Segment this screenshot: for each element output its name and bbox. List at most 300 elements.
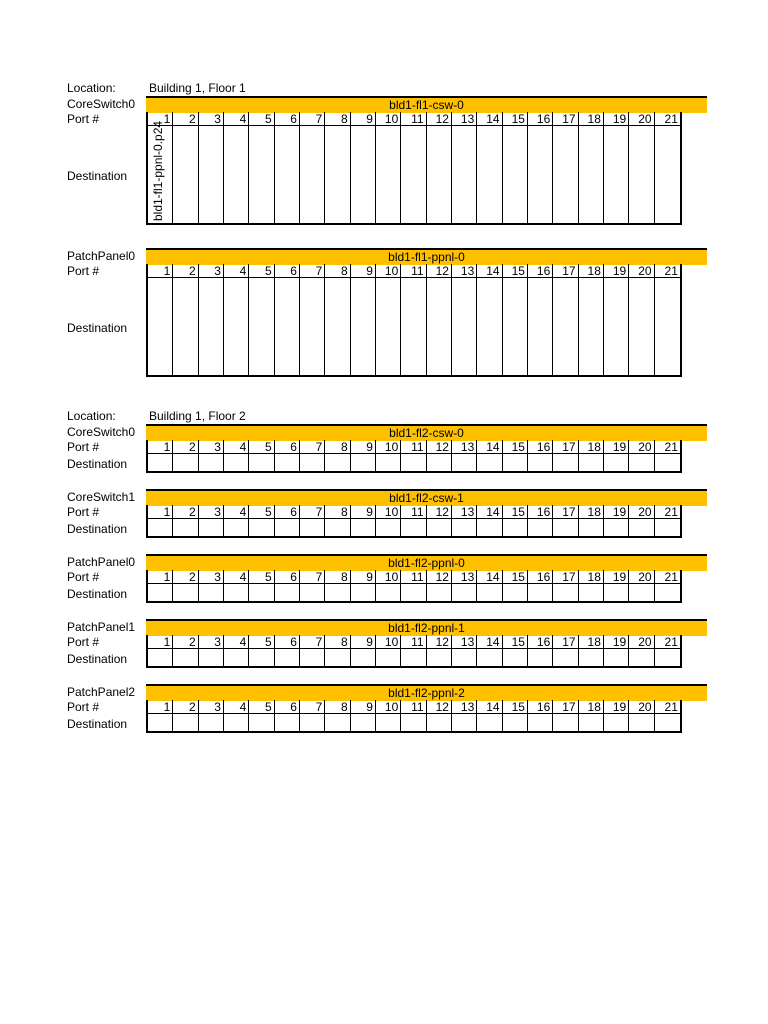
- port-number-cell: 8: [325, 700, 350, 714]
- destination-cell[interactable]: [452, 584, 477, 601]
- destination-cell[interactable]: [300, 649, 325, 666]
- destination-cell[interactable]: [249, 454, 274, 471]
- port-grid: [146, 505, 682, 538]
- port-number-cell: 1: [148, 700, 173, 714]
- port-number-cell: 11: [401, 440, 426, 454]
- destination-cell[interactable]: [325, 519, 350, 536]
- destination-cell[interactable]: [325, 454, 350, 471]
- destination-cell[interactable]: [553, 519, 578, 536]
- destination-cell[interactable]: [503, 714, 528, 731]
- destination-cell[interactable]: [275, 519, 300, 536]
- port-number-cell: 14: [477, 635, 502, 649]
- port-number-cell: 12: [427, 570, 452, 584]
- device-name-header[interactable]: bld1-fl2-csw-1: [146, 489, 707, 506]
- port-number-cell: 3: [199, 635, 224, 649]
- destination-cell[interactable]: [199, 649, 224, 666]
- port-number-cell: 5: [249, 700, 274, 714]
- port-number-cell: 3: [199, 112, 224, 126]
- port-number-cell: 11: [401, 700, 426, 714]
- port-number-cell: 1: [148, 505, 173, 519]
- destination-cell[interactable]: [148, 278, 173, 375]
- destination-cell[interactable]: [655, 519, 680, 536]
- destination-cell[interactable]: [148, 714, 173, 731]
- port-number-cell: 5: [249, 635, 274, 649]
- destination-cell[interactable]: [249, 519, 274, 536]
- destination-cell[interactable]: [579, 714, 604, 731]
- port-number-cell: 21: [655, 112, 680, 126]
- destination-cell[interactable]: [249, 584, 274, 601]
- destination-cell[interactable]: [401, 454, 426, 471]
- destination-cell[interactable]: [629, 454, 654, 471]
- destination-cell[interactable]: [199, 126, 224, 223]
- destination-cell[interactable]: [173, 278, 198, 375]
- destination-row: [148, 278, 680, 375]
- destination-cell[interactable]: [199, 519, 224, 536]
- port-row-label: Port #: [67, 440, 100, 454]
- port-number-cell: 17: [553, 440, 578, 454]
- destination-cell[interactable]: [503, 649, 528, 666]
- port-number-cell: 6: [275, 112, 300, 126]
- destination-cell[interactable]: [528, 519, 553, 536]
- destination-cell[interactable]: [249, 278, 274, 375]
- destination-cell[interactable]: [401, 519, 426, 536]
- port-number-cell: 13: [452, 440, 477, 454]
- destination-cell[interactable]: [224, 278, 249, 375]
- destination-cell[interactable]: [655, 278, 680, 375]
- port-number-cell: 20: [629, 264, 654, 278]
- port-number-cell: 10: [376, 505, 401, 519]
- port-number-cell: 5: [249, 570, 274, 584]
- destination-cell[interactable]: [553, 454, 578, 471]
- port-number-cell: 11: [401, 635, 426, 649]
- port-number-cell: 16: [528, 112, 553, 126]
- destination-cell[interactable]: [401, 584, 426, 601]
- destination-cell[interactable]: [376, 584, 401, 601]
- destination-cell[interactable]: [351, 278, 376, 375]
- destination-cell[interactable]: [275, 649, 300, 666]
- location-label: Location:: [67, 81, 116, 95]
- port-number-cell: 8: [325, 440, 350, 454]
- port-number-cell: 21: [655, 505, 680, 519]
- destination-cell[interactable]: [629, 126, 654, 223]
- port-number-cell: 7: [300, 264, 325, 278]
- port-number-cell: 18: [579, 112, 604, 126]
- destination-cell[interactable]: [452, 278, 477, 375]
- port-number-row: [148, 635, 680, 649]
- destination-cell[interactable]: [604, 278, 629, 375]
- port-number-cell: 14: [477, 570, 502, 584]
- destination-cell[interactable]: [351, 454, 376, 471]
- destination-cell[interactable]: [503, 584, 528, 601]
- destination-cell[interactable]: [300, 584, 325, 601]
- destination-row-label: Destination: [67, 457, 128, 471]
- destination-cell[interactable]: [275, 454, 300, 471]
- port-number-row: [148, 570, 680, 584]
- destination-cell[interactable]: [427, 278, 452, 375]
- destination-cell[interactable]: [579, 126, 604, 223]
- destination-cell[interactable]: [579, 584, 604, 601]
- port-number-cell: 3: [199, 440, 224, 454]
- destination-cell[interactable]: [173, 714, 198, 731]
- destination-cell[interactable]: [452, 649, 477, 666]
- port-number-cell: 21: [655, 635, 680, 649]
- port-number-cell: 9: [351, 112, 376, 126]
- port-number-cell: 20: [629, 505, 654, 519]
- port-number-cell: 10: [376, 635, 401, 649]
- port-number-cell: 11: [401, 570, 426, 584]
- destination-cell[interactable]: [579, 278, 604, 375]
- destination-cell[interactable]: [553, 649, 578, 666]
- device-name-header[interactable]: bld1-fl1-csw-0: [146, 96, 707, 113]
- port-number-cell: 14: [477, 700, 502, 714]
- destination-cell[interactable]: [655, 126, 680, 223]
- destination-cell[interactable]: [275, 714, 300, 731]
- device-name-header[interactable]: bld1-fl2-ppnl-1: [146, 619, 707, 636]
- port-number-cell: 21: [655, 440, 680, 454]
- device-name-header[interactable]: bld1-fl2-ppnl-0: [146, 554, 707, 571]
- destination-cell[interactable]: [629, 519, 654, 536]
- destination-cell[interactable]: [199, 714, 224, 731]
- port-number-cell: 17: [553, 570, 578, 584]
- port-number-row: [148, 505, 680, 519]
- port-number-cell: 18: [579, 700, 604, 714]
- destination-cell[interactable]: [528, 714, 553, 731]
- port-number-cell: 8: [325, 570, 350, 584]
- destination-cell[interactable]: [351, 584, 376, 601]
- destination-cell[interactable]: [427, 714, 452, 731]
- destination-cell[interactable]: [604, 649, 629, 666]
- destination-cell[interactable]: [477, 126, 502, 223]
- device-name-header[interactable]: bld1-fl2-ppnl-2: [146, 684, 707, 701]
- destination-cell[interactable]: [275, 278, 300, 375]
- destination-cell[interactable]: [553, 126, 578, 223]
- destination-cell[interactable]: [528, 126, 553, 223]
- port-number-cell: 8: [325, 112, 350, 126]
- destination-cell[interactable]: [528, 278, 553, 375]
- destination-cell[interactable]: [224, 126, 249, 223]
- destination-cell[interactable]: [325, 714, 350, 731]
- port-number-cell: 17: [553, 264, 578, 278]
- destination-cell[interactable]: [173, 519, 198, 536]
- port-number-cell: 1: [148, 264, 173, 278]
- destination-cell[interactable]: [148, 519, 173, 536]
- port-number-cell: 4: [224, 635, 249, 649]
- port-number-cell: 7: [300, 505, 325, 519]
- destination-cell[interactable]: [477, 714, 502, 731]
- destination-cell[interactable]: [325, 584, 350, 601]
- destination-cell[interactable]: [173, 584, 198, 601]
- destination-cell[interactable]: [655, 714, 680, 731]
- destination-cell[interactable]: [427, 519, 452, 536]
- destination-cell[interactable]: [579, 454, 604, 471]
- port-number-cell: 15: [503, 700, 528, 714]
- port-number-cell: 12: [427, 112, 452, 126]
- port-number-cell: 2: [173, 112, 198, 126]
- location-value: Building 1, Floor 1: [149, 81, 246, 95]
- port-number-cell: 16: [528, 440, 553, 454]
- destination-cell[interactable]: [351, 126, 376, 223]
- port-number-cell: 9: [351, 700, 376, 714]
- destination-cell[interactable]: [199, 454, 224, 471]
- destination-cell[interactable]: [528, 584, 553, 601]
- port-number-cell: 14: [477, 440, 502, 454]
- device-label: PatchPanel0: [67, 555, 136, 569]
- port-number-cell: 6: [275, 264, 300, 278]
- destination-cell[interactable]: [528, 454, 553, 471]
- port-number-cell: 16: [528, 570, 553, 584]
- port-number-cell: 19: [604, 264, 629, 278]
- destination-cell[interactable]: [655, 649, 680, 666]
- destination-cell[interactable]: [148, 454, 173, 471]
- port-grid: [146, 440, 682, 473]
- port-number-cell: 9: [351, 264, 376, 278]
- destination-cell[interactable]: [376, 454, 401, 471]
- destination-cell[interactable]: [503, 519, 528, 536]
- port-number-cell: 5: [249, 112, 274, 126]
- port-number-cell: 8: [325, 264, 350, 278]
- destination-cell[interactable]: [199, 584, 224, 601]
- port-number-cell: 19: [604, 635, 629, 649]
- port-number-cell: 13: [452, 635, 477, 649]
- destination-cell[interactable]: [427, 454, 452, 471]
- port-number-cell: 16: [528, 264, 553, 278]
- destination-cell[interactable]: [401, 278, 426, 375]
- port-number-row: [148, 440, 680, 454]
- port-number-cell: 13: [452, 264, 477, 278]
- destination-row: [148, 649, 680, 666]
- location-label: Location:: [67, 409, 116, 423]
- port-number-cell: 11: [401, 264, 426, 278]
- destination-cell[interactable]: [249, 126, 274, 223]
- port-number-cell: 12: [427, 440, 452, 454]
- port-number-cell: 4: [224, 112, 249, 126]
- port-number-cell: 9: [351, 440, 376, 454]
- port-number-cell: 12: [427, 700, 452, 714]
- destination-row-label: Destination: [67, 320, 128, 335]
- port-number-cell: 4: [224, 440, 249, 454]
- destination-cell[interactable]: [351, 649, 376, 666]
- port-number-cell: 18: [579, 264, 604, 278]
- destination-cell[interactable]: [351, 714, 376, 731]
- destination-cell[interactable]: [224, 649, 249, 666]
- port-number-cell: 6: [275, 440, 300, 454]
- port-grid: [146, 570, 682, 603]
- destination-cell[interactable]: [629, 278, 654, 375]
- destination-cell[interactable]: [173, 454, 198, 471]
- destination-cell[interactable]: [629, 584, 654, 601]
- destination-cell[interactable]: [376, 519, 401, 536]
- destination-cell[interactable]: [376, 126, 401, 223]
- port-number-cell: 2: [173, 635, 198, 649]
- port-number-cell: 10: [376, 264, 401, 278]
- port-number-cell: 11: [401, 505, 426, 519]
- device-label: CoreSwitch1: [67, 490, 136, 504]
- destination-cell[interactable]: [579, 649, 604, 666]
- port-grid: [146, 635, 682, 668]
- device-name-header[interactable]: bld1-fl1-ppnl-0: [146, 248, 707, 265]
- port-number-cell: 7: [300, 700, 325, 714]
- port-number-cell: 2: [173, 505, 198, 519]
- port-number-cell: 12: [427, 505, 452, 519]
- destination-cell[interactable]: [300, 519, 325, 536]
- port-number-cell: 1: [148, 112, 173, 126]
- port-number-cell: 16: [528, 635, 553, 649]
- destination-cell[interactable]: [604, 714, 629, 731]
- destination-row-label: Destination: [67, 522, 128, 536]
- destination-cell[interactable]: [249, 714, 274, 731]
- destination-cell[interactable]: [173, 649, 198, 666]
- port-number-cell: 20: [629, 700, 654, 714]
- port-number-cell: 5: [249, 264, 274, 278]
- port-number-cell: 12: [427, 264, 452, 278]
- port-number-cell: 17: [553, 635, 578, 649]
- destination-cell[interactable]: [300, 126, 325, 223]
- destination-cell[interactable]: [325, 278, 350, 375]
- destination-cell[interactable]: [477, 454, 502, 471]
- device-name-header[interactable]: bld1-fl2-csw-0: [146, 424, 707, 441]
- destination-cell[interactable]: [224, 584, 249, 601]
- destination-cell[interactable]: [351, 519, 376, 536]
- port-number-cell: 19: [604, 570, 629, 584]
- port-number-row: [148, 700, 680, 714]
- destination-cell[interactable]: [604, 519, 629, 536]
- destination-cell[interactable]: [148, 120, 173, 223]
- port-number-cell: 10: [376, 570, 401, 584]
- destination-cell[interactable]: [477, 278, 502, 375]
- destination-cell[interactable]: [325, 126, 350, 223]
- port-number-cell: 19: [604, 700, 629, 714]
- port-row-label: Port #: [67, 700, 100, 714]
- port-number-cell: 7: [300, 635, 325, 649]
- destination-cell[interactable]: [452, 714, 477, 731]
- destination-cell[interactable]: [376, 714, 401, 731]
- port-number-cell: 18: [579, 570, 604, 584]
- port-number-cell: 9: [351, 505, 376, 519]
- destination-cell[interactable]: [629, 714, 654, 731]
- destination-cell[interactable]: [401, 714, 426, 731]
- port-number-cell: 6: [275, 700, 300, 714]
- destination-cell[interactable]: [503, 126, 528, 223]
- destination-cell[interactable]: [376, 649, 401, 666]
- port-number-cell: 15: [503, 440, 528, 454]
- destination-cell[interactable]: [604, 584, 629, 601]
- port-number-cell: 13: [452, 570, 477, 584]
- destination-cell[interactable]: [553, 584, 578, 601]
- destination-cell[interactable]: [401, 126, 426, 223]
- destination-cell[interactable]: [224, 519, 249, 536]
- destination-cell[interactable]: [553, 714, 578, 731]
- destination-row-label: Destination: [67, 652, 128, 666]
- destination-cell[interactable]: [553, 278, 578, 375]
- port-number-cell: 16: [528, 700, 553, 714]
- port-number-cell: 14: [477, 112, 502, 126]
- device-label: PatchPanel1: [67, 620, 136, 634]
- port-number-cell: 15: [503, 635, 528, 649]
- port-number-cell: 13: [452, 505, 477, 519]
- destination-cell[interactable]: [275, 126, 300, 223]
- port-number-cell: 21: [655, 700, 680, 714]
- port-number-cell: 6: [275, 635, 300, 649]
- port-row-label: Port #: [67, 635, 100, 649]
- port-number-row: [148, 112, 680, 126]
- destination-cell[interactable]: [249, 649, 274, 666]
- port-number-cell: 3: [199, 570, 224, 584]
- destination-cell[interactable]: [199, 278, 224, 375]
- destination-cell[interactable]: [427, 126, 452, 223]
- destination-cell[interactable]: [427, 584, 452, 601]
- destination-cell[interactable]: [300, 278, 325, 375]
- destination-row: [148, 714, 680, 731]
- destination-cell[interactable]: [579, 519, 604, 536]
- destination-cell[interactable]: [503, 454, 528, 471]
- port-number-cell: 18: [579, 440, 604, 454]
- destination-cell[interactable]: [148, 649, 173, 666]
- destination-cell[interactable]: [655, 454, 680, 471]
- port-number-cell: 18: [579, 635, 604, 649]
- destination-cell[interactable]: [655, 584, 680, 601]
- destination-row: [148, 584, 680, 601]
- destination-cell[interactable]: [427, 649, 452, 666]
- destination-cell[interactable]: [224, 454, 249, 471]
- port-number-cell: 10: [376, 700, 401, 714]
- destination-cell[interactable]: [477, 519, 502, 536]
- destination-row-label: Destination: [67, 168, 128, 183]
- port-number-cell: 12: [427, 635, 452, 649]
- port-number-cell: 3: [199, 264, 224, 278]
- port-number-cell: 11: [401, 112, 426, 126]
- destination-cell[interactable]: [224, 714, 249, 731]
- port-number-cell: 2: [173, 440, 198, 454]
- port-number-cell: 2: [173, 570, 198, 584]
- port-number-cell: 9: [351, 570, 376, 584]
- device-label: CoreSwitch0: [67, 97, 136, 111]
- port-row-label: Port #: [67, 264, 100, 278]
- destination-cell[interactable]: [148, 584, 173, 601]
- destination-cell[interactable]: [300, 454, 325, 471]
- destination-cell[interactable]: [477, 649, 502, 666]
- port-number-cell: 19: [604, 440, 629, 454]
- port-number-cell: 7: [300, 112, 325, 126]
- destination-cell[interactable]: [528, 649, 553, 666]
- destination-cell[interactable]: [604, 126, 629, 223]
- port-number-cell: 10: [376, 440, 401, 454]
- destination-cell[interactable]: [477, 584, 502, 601]
- destination-cell[interactable]: [173, 126, 198, 223]
- port-number-cell: 14: [477, 505, 502, 519]
- destination-cell[interactable]: [300, 714, 325, 731]
- destination-row-label: Destination: [67, 717, 128, 731]
- destination-cell[interactable]: [275, 584, 300, 601]
- destination-cell[interactable]: [503, 278, 528, 375]
- destination-row: [148, 120, 680, 223]
- destination-cell[interactable]: [376, 278, 401, 375]
- destination-cell[interactable]: [452, 126, 477, 223]
- destination-cell[interactable]: [629, 649, 654, 666]
- destination-cell[interactable]: [401, 649, 426, 666]
- port-number-cell: 8: [325, 505, 350, 519]
- port-number-cell: 17: [553, 700, 578, 714]
- destination-cell[interactable]: [452, 519, 477, 536]
- port-number-cell: 15: [503, 505, 528, 519]
- port-number-cell: 7: [300, 570, 325, 584]
- port-number-cell: 1: [148, 570, 173, 584]
- destination-cell[interactable]: [325, 649, 350, 666]
- destination-row: [148, 519, 680, 536]
- port-grid: [146, 112, 682, 225]
- destination-cell[interactable]: [604, 454, 629, 471]
- destination-cell[interactable]: [452, 454, 477, 471]
- port-number-cell: 8: [325, 635, 350, 649]
